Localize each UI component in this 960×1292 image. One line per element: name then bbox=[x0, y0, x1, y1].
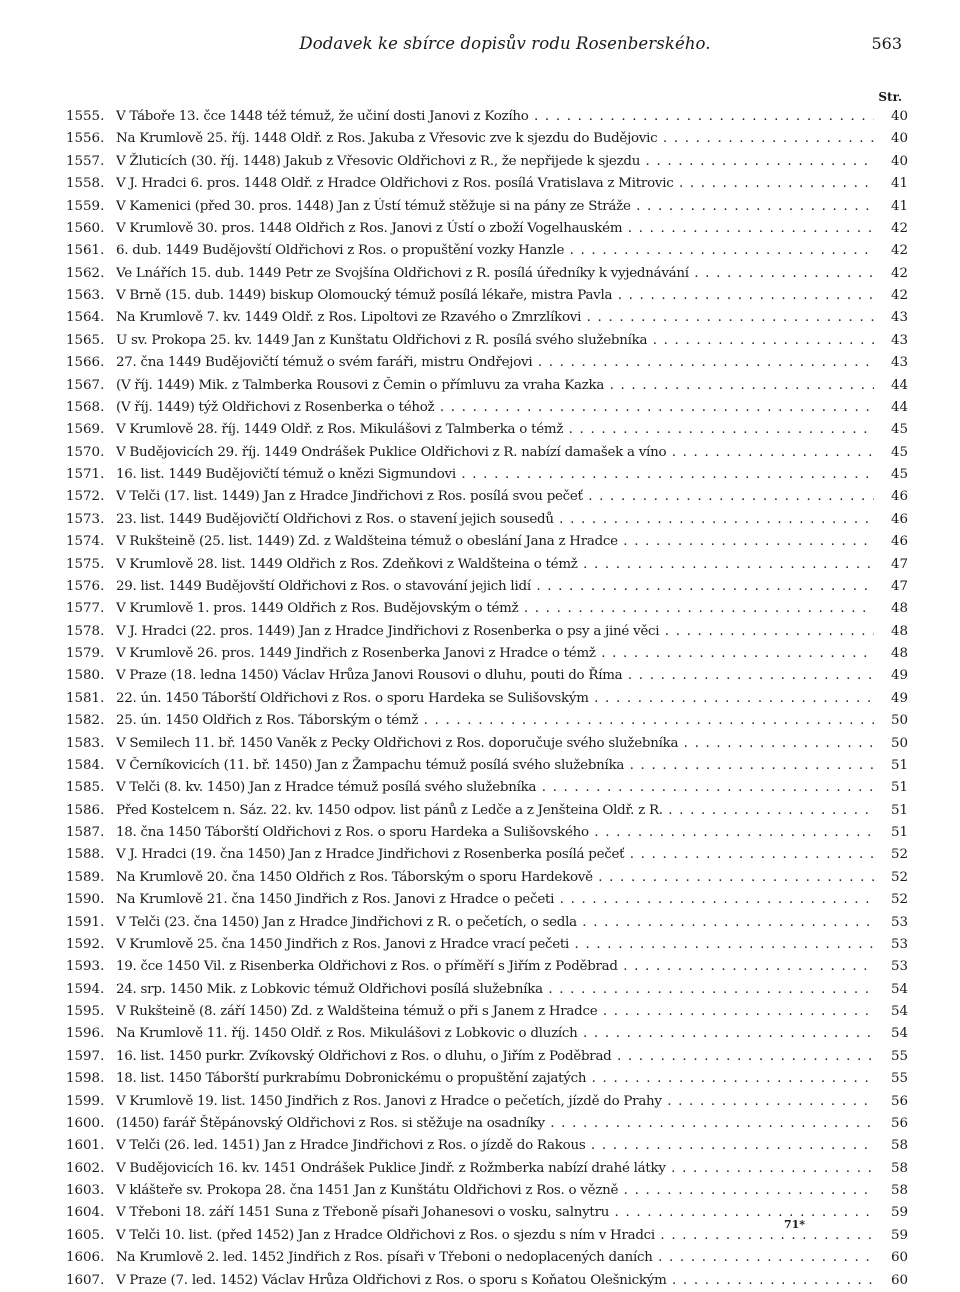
entry-description: Na Krumlově 25. říj. 1448 Oldř. z Ros. Jakuba z Vřesovic zve k sjezdu do Budějovic . . . bbox=[116, 128, 874, 150]
entry-number: 1556. bbox=[66, 131, 105, 147]
list-item bbox=[66, 956, 908, 978]
entry-description: V Telči (17. list. 1449) Jan z Hradce Jindřichovi z Ros. posílá svou pečeť . . . bbox=[116, 486, 874, 508]
entry-description: V Rukšteině (8. září 1450) Zd. z Waldšteina témuž o při s Janem z Hradce . . . bbox=[116, 1001, 874, 1023]
entry-number: 1603. bbox=[66, 1183, 105, 1198]
list-item bbox=[66, 419, 908, 441]
entry-page: 56 bbox=[890, 1093, 908, 1109]
entry-description: 23. list. 1449 Budějovičtí Oldřichovi z Ros. o stavení jejich sousedů . . . bbox=[116, 509, 874, 531]
entry-description: 25. ún. 1450 Oldřich z Ros. Táborským o témž . . . bbox=[116, 710, 874, 732]
entry-page: 54 bbox=[890, 1026, 908, 1042]
entry-number: 1577. bbox=[66, 601, 105, 617]
entry-number: 1568. bbox=[66, 399, 105, 415]
entry-number: 1579. bbox=[66, 646, 105, 661]
entry-description: V Praze (7. led. 1452) Václav Hrůza Oldřichovi z Ros. o sporu s Koňatou Olešnickým . . . bbox=[116, 1270, 874, 1292]
list-item bbox=[66, 800, 908, 822]
entry-number: 1592. bbox=[66, 936, 105, 952]
running-header bbox=[108, 34, 902, 58]
entry-page: 59 bbox=[890, 1205, 908, 1221]
entry-number: 1595. bbox=[66, 1004, 105, 1019]
entry-description: Ve Lnářích 15. dub. 1449 Petr ze Svojšína Oldřichovi z R. posílá úředníky k vyjednávání . . . bbox=[116, 263, 874, 285]
entry-number: 1586. bbox=[66, 802, 105, 818]
entry-description: Na Krumlově 11. říj. 1450 Oldř. z Ros. Mikulášovi z Lobkovic o dluzích . . . bbox=[116, 1023, 874, 1045]
list-item bbox=[66, 1113, 908, 1135]
list-item bbox=[66, 128, 908, 150]
entry-page: 42 bbox=[890, 288, 908, 303]
entry-page: 60 bbox=[890, 1272, 908, 1288]
page-column-label: Str. bbox=[878, 90, 902, 104]
entry-number: 1597. bbox=[66, 1048, 105, 1064]
entry-page: 55 bbox=[890, 1071, 908, 1087]
entry-page: 46 bbox=[890, 489, 908, 505]
entry-number: 1591. bbox=[66, 914, 105, 930]
entry-number: 1569. bbox=[66, 422, 105, 438]
entry-number: 1560. bbox=[66, 220, 105, 236]
list-item bbox=[66, 531, 908, 553]
entry-description: 18. čna 1450 Táborští Oldřichovi z Ros. o sporu Hardeka a Sulišovského . . . bbox=[116, 822, 874, 844]
entry-page: 56 bbox=[890, 1115, 908, 1131]
entry-description: Před Kostelcem n. Sáz. 22. kv. 1450 odpov. list pánů z Ledče a z Jenšteina Oldř. z R. . . . bbox=[116, 800, 874, 822]
entry-page: 50 bbox=[890, 713, 908, 729]
entry-page: 47 bbox=[890, 556, 908, 572]
entry-page: 45 bbox=[890, 467, 908, 482]
entry-page: 49 bbox=[890, 668, 908, 684]
entry-description: V Krumlově 28. list. 1449 Oldřich z Ros. Zdeňkovi z Waldšteina o témž . . . bbox=[116, 554, 874, 576]
entry-description: U sv. Prokopa 25. kv. 1449 Jan z Kunštatu Oldřichovi z R. posílá svého služebníka . . . bbox=[116, 330, 874, 352]
entry-description: V Krumlově 30. pros. 1448 Oldřich z Ros. Janovi z Ústí o zboží Vogelhauském . . . bbox=[116, 218, 874, 240]
entry-number: 1561. bbox=[66, 243, 105, 259]
entry-description: Na Krumlově 2. led. 1452 Jindřich z Ros. písaři v Třeboni o nedoplacených daních . . . bbox=[116, 1247, 874, 1269]
entry-number: 1581. bbox=[66, 690, 105, 706]
list-item bbox=[66, 509, 908, 531]
entry-description: 16. list. 1450 purkr. Zvíkovský Oldřichovi z Ros. o dluhu, o Jiřím z Poděbrad . . . bbox=[116, 1046, 874, 1068]
entry-number: 1575. bbox=[66, 556, 105, 572]
entry-number: 1582. bbox=[66, 713, 105, 729]
list-item bbox=[66, 688, 908, 710]
entry-number: 1562. bbox=[66, 265, 105, 281]
list-item bbox=[66, 1068, 908, 1090]
entry-number: 1584. bbox=[66, 757, 105, 773]
list-item bbox=[66, 173, 908, 195]
list-item bbox=[66, 733, 908, 755]
entry-page: 40 bbox=[890, 131, 908, 147]
entry-description: V Krumlově 26. pros. 1449 Jindřich z Rosenberka Janovi z Hradce o témž . . . bbox=[116, 643, 874, 665]
entry-description: (V říj. 1449) týž Oldřichovi z Rosenberka o téhož . . . bbox=[116, 397, 874, 419]
entry-page: 42 bbox=[890, 220, 908, 236]
entry-description: 22. ún. 1450 Táborští Oldřichovi z Ros. o sporu Hardeka se Sulišovským . . . bbox=[116, 688, 874, 710]
list-item bbox=[66, 1001, 908, 1023]
entry-description: Na Krumlově 21. čna 1450 Jindřich z Ros. Janovi z Hradce o pečeti . . . bbox=[116, 889, 874, 911]
entry-page: 53 bbox=[890, 959, 908, 975]
entry-description: V Krumlově 28. říj. 1449 Oldř. z Ros. Mikulášovi z Talmberka o témž . . . bbox=[116, 419, 874, 441]
entry-page: 53 bbox=[890, 936, 908, 952]
entry-description: V J. Hradci (19. čna 1450) Jan z Hradce Jindřichovi z Rosenberka posílá pečeť . . . bbox=[116, 844, 874, 866]
entry-description: V Telči (8. kv. 1450) Jan z Hradce témuž posílá svého služebníka . . . bbox=[116, 777, 874, 799]
entry-page: 54 bbox=[890, 1004, 908, 1019]
entry-page: 42 bbox=[890, 243, 908, 259]
entry-page: 60 bbox=[890, 1250, 908, 1266]
entry-page: 41 bbox=[890, 198, 908, 214]
entry-number: 1590. bbox=[66, 892, 105, 908]
entry-page: 52 bbox=[890, 847, 908, 863]
entry-page: 51 bbox=[890, 780, 908, 796]
list-item bbox=[66, 1202, 908, 1224]
list-item bbox=[66, 240, 908, 262]
entry-number: 1600. bbox=[66, 1115, 105, 1131]
entry-page: 40 bbox=[890, 109, 908, 124]
entry-page: 51 bbox=[890, 802, 908, 818]
list-item bbox=[66, 643, 908, 665]
entry-description: V Žluticích (30. říj. 1448) Jakub z Vřesovic Oldřichovi z R., že nepřijede k sjezdu . . . bbox=[116, 151, 874, 173]
list-item bbox=[66, 1023, 908, 1045]
entry-description: Na Krumlově 7. kv. 1449 Oldř. z Ros. Lipoltovi ze Rzavého o Zmrzlíkovi . . . bbox=[116, 307, 874, 329]
entry-page: 46 bbox=[890, 511, 908, 527]
entry-page: 55 bbox=[890, 1048, 908, 1064]
list-item bbox=[66, 889, 908, 911]
entry-number: 1607. bbox=[66, 1272, 105, 1288]
entry-description: V Kamenici (před 30. pros. 1448) Jan z Ústí témuž stěžuje si na pány ze Stráže . . . bbox=[116, 196, 874, 218]
list-item bbox=[66, 1225, 908, 1247]
page-number: 563 bbox=[871, 34, 902, 53]
list-item bbox=[66, 1135, 908, 1157]
entry-page: 44 bbox=[890, 377, 908, 393]
entry-number: 1604. bbox=[66, 1205, 105, 1221]
entry-description: 19. čce 1450 Vil. z Risenberka Oldřichovi z Ros. o příměří s Jiřím z Poděbrad . . . bbox=[116, 956, 874, 978]
entry-number: 1570. bbox=[66, 444, 105, 460]
list-item bbox=[66, 375, 908, 397]
entry-page: 59 bbox=[890, 1227, 908, 1243]
list-item bbox=[66, 285, 908, 307]
entry-description: V Krumlově 25. čna 1450 Jindřich z Ros. Janovi z Hradce vrací pečeti . . . bbox=[116, 934, 874, 956]
entry-page: 41 bbox=[890, 176, 908, 192]
entry-page: 48 bbox=[890, 646, 908, 661]
entry-page: 52 bbox=[890, 869, 908, 885]
entry-description: V Budějovicích 29. říj. 1449 Ondrášek Puklice Oldřichovi z R. nabízí damašek a víno . . . bbox=[116, 442, 874, 464]
entry-number: 1580. bbox=[66, 668, 105, 684]
list-item bbox=[66, 442, 908, 464]
list-item bbox=[66, 598, 908, 620]
list-item bbox=[66, 1270, 908, 1292]
entry-number: 1588. bbox=[66, 847, 105, 863]
entry-number: 1587. bbox=[66, 825, 105, 840]
entry-number: 1557. bbox=[66, 153, 105, 169]
entry-page: 45 bbox=[890, 422, 908, 438]
entry-number: 1571. bbox=[66, 467, 105, 482]
entry-number: 1589. bbox=[66, 869, 105, 885]
list-item bbox=[66, 755, 908, 777]
entry-number: 1593. bbox=[66, 959, 105, 975]
list-item bbox=[66, 486, 908, 508]
running-title: Dodavek ke sbírce dopisův rodu Rosenberského. bbox=[299, 34, 711, 53]
list-item bbox=[66, 710, 908, 732]
entry-description: (1450) farář Štěpánovský Oldřichovi z Ros. si stěžuje na osadníky . . . bbox=[116, 1113, 874, 1135]
entry-description: 6. dub. 1449 Budějovští Oldřichovi z Ros. o propuštění vozky Hanzle . . . bbox=[116, 240, 874, 262]
entry-description: V klášteře sv. Prokopa 28. čna 1451 Jan z Kunštátu Oldřichovi z Ros. o vězně . . . bbox=[116, 1180, 874, 1202]
entry-page: 40 bbox=[890, 153, 908, 169]
list-item bbox=[66, 867, 908, 889]
entry-number: 1574. bbox=[66, 534, 105, 550]
entry-page: 51 bbox=[890, 757, 908, 773]
entry-description: Na Krumlově 20. čna 1450 Oldřich z Ros. Táborským o sporu Hardekově . . . bbox=[116, 867, 874, 889]
entry-page: 48 bbox=[890, 623, 908, 639]
entry-page: 49 bbox=[890, 690, 908, 706]
entry-description: V Brně (15. dub. 1449) biskup Olomoucký témuž posílá lékaře, mistra Pavla . . . bbox=[116, 285, 874, 307]
entry-page: 58 bbox=[890, 1138, 908, 1154]
entry-number: 1598. bbox=[66, 1071, 105, 1087]
entry-description: V Krumlově 19. list. 1450 Jindřich z Ros. Janovi z Hradce o pečetích, jízdě do Prahy . . . bbox=[116, 1091, 874, 1113]
entry-page: 43 bbox=[890, 355, 908, 371]
list-item bbox=[66, 196, 908, 218]
list-item bbox=[66, 934, 908, 956]
entry-description: V Praze (18. ledna 1450) Václav Hrůza Janovi Rousovi o dluhu, pouti do Říma . . . bbox=[116, 665, 874, 687]
entry-description: V Telči (26. led. 1451) Jan z Hradce Jindřichovi z Ros. o jízdě do Rakous . . . bbox=[116, 1135, 874, 1157]
list-item bbox=[66, 307, 908, 329]
entry-page: 44 bbox=[890, 399, 908, 415]
list-item bbox=[66, 554, 908, 576]
entry-page: 54 bbox=[890, 981, 908, 997]
entry-description: V Rukšteině (25. list. 1449) Zd. z Waldšteina témuž o obeslání Jana z Hradce . . . bbox=[116, 531, 874, 553]
entry-number: 1606. bbox=[66, 1250, 105, 1266]
list-item bbox=[66, 1158, 908, 1180]
entry-description: 27. čna 1449 Budějovičtí témuž o svém faráři, mistru Ondřejovi . . . bbox=[116, 352, 874, 374]
entry-number: 1601. bbox=[66, 1138, 105, 1154]
entry-description: 18. list. 1450 Táborští purkrabímu Dobronickému o propuštění zajatých . . . bbox=[116, 1068, 874, 1090]
entry-number: 1559. bbox=[66, 198, 105, 214]
list-item bbox=[66, 464, 908, 486]
entry-number: 1596. bbox=[66, 1026, 105, 1042]
list-item bbox=[66, 1247, 908, 1269]
entry-page: 51 bbox=[890, 825, 908, 840]
list-item bbox=[66, 576, 908, 598]
entry-page: 42 bbox=[890, 265, 908, 281]
list-item bbox=[66, 218, 908, 240]
list-item bbox=[66, 1180, 908, 1202]
entry-number: 1583. bbox=[66, 735, 105, 751]
list-item bbox=[66, 397, 908, 419]
entry-number: 1605. bbox=[66, 1227, 105, 1243]
entry-number: 1563. bbox=[66, 288, 105, 303]
entry-number: 1567. bbox=[66, 377, 105, 393]
entry-number: 1573. bbox=[66, 511, 105, 527]
entry-description: (V říj. 1449) Mik. z Talmberka Rousovi z Čemin o přímluvu za vraha Kazka . . . bbox=[116, 375, 874, 397]
entry-description: 16. list. 1449 Budějovičtí témuž o knězi Sigmundovi . . . bbox=[116, 464, 874, 486]
entry-page: 58 bbox=[890, 1183, 908, 1198]
entry-description: V Černíkovicích (11. bř. 1450) Jan z Žampachu témuž posílá svého služebníka . . . bbox=[116, 755, 874, 777]
entry-page: 43 bbox=[890, 332, 908, 348]
entry-number: 1594. bbox=[66, 981, 105, 997]
entry-page: 53 bbox=[890, 914, 908, 930]
list-item bbox=[66, 151, 908, 173]
signature-mark: 71* bbox=[784, 1218, 806, 1231]
entry-description: V J. Hradci 6. pros. 1448 Oldř. z Hradce Oldřichovi z Ros. posílá Vratislava z Mitrovic . . . bbox=[116, 173, 874, 195]
entry-page: 47 bbox=[890, 578, 908, 594]
entry-description: V Třeboni 18. září 1451 Suna z Třeboně písaři Johanesovi o vosku, salnytru . . . bbox=[116, 1202, 874, 1224]
entry-number: 1602. bbox=[66, 1160, 105, 1176]
entry-number: 1555. bbox=[66, 109, 105, 124]
entry-number: 1585. bbox=[66, 780, 105, 796]
entry-number: 1558. bbox=[66, 176, 105, 192]
list-item bbox=[66, 621, 908, 643]
entry-page: 48 bbox=[890, 601, 908, 617]
entry-page: 52 bbox=[890, 892, 908, 908]
entry-description: V Semilech 11. bř. 1450 Vaněk z Pecky Oldřichovi z Ros. doporučuje svého služebníka . . . bbox=[116, 733, 874, 755]
entry-description: V Táboře 13. čce 1448 též témuž, že učiní dosti Janovi z Kozího . . . bbox=[116, 106, 874, 128]
list-item bbox=[66, 106, 908, 128]
entry-number: 1566. bbox=[66, 355, 105, 371]
entry-description: 29. list. 1449 Budějovští Oldřichovi z Ros. o stavování jejich lidí . . . bbox=[116, 576, 874, 598]
entry-description: 24. srp. 1450 Mik. z Lobkovic témuž Oldřichovi posílá služebníka . . . bbox=[116, 979, 874, 1001]
list-item bbox=[66, 352, 908, 374]
entry-number: 1572. bbox=[66, 489, 105, 505]
entry-page: 45 bbox=[890, 444, 908, 460]
entry-number: 1576. bbox=[66, 578, 105, 594]
entry-number: 1599. bbox=[66, 1093, 105, 1109]
list-item bbox=[66, 844, 908, 866]
entry-list bbox=[66, 106, 908, 1292]
entry-page: 58 bbox=[890, 1160, 908, 1176]
list-item bbox=[66, 665, 908, 687]
entry-description: V J. Hradci (22. pros. 1449) Jan z Hradce Jindřichovi z Rosenberka o psy a jiné věci . . . bbox=[116, 621, 874, 643]
entry-page: 50 bbox=[890, 735, 908, 751]
list-item bbox=[66, 979, 908, 1001]
entry-number: 1564. bbox=[66, 310, 105, 326]
entry-description: V Telči (23. čna 1450) Jan z Hradce Jindřichovi z R. o pečetích, o sedla . . . bbox=[116, 912, 874, 934]
entry-description: V Telči 10. list. (před 1452) Jan z Hradce Oldřichovi z Ros. o sjezdu s ním v Hradci . . . bbox=[116, 1225, 874, 1247]
entry-number: 1565. bbox=[66, 332, 105, 348]
list-item bbox=[66, 1046, 908, 1068]
list-item bbox=[66, 777, 908, 799]
entry-page: 46 bbox=[890, 534, 908, 550]
list-item bbox=[66, 263, 908, 285]
list-item bbox=[66, 330, 908, 352]
entry-description: V Budějovicích 16. kv. 1451 Ondrášek Puklice Jindř. z Rožmberka nabízí drahé látky . . . bbox=[116, 1158, 874, 1180]
entry-description: V Krumlově 1. pros. 1449 Oldřich z Ros. Budějovským o témž . . . bbox=[116, 598, 874, 620]
entry-page: 43 bbox=[890, 310, 908, 326]
list-item bbox=[66, 1091, 908, 1113]
entry-number: 1578. bbox=[66, 623, 105, 639]
list-item bbox=[66, 912, 908, 934]
list-item bbox=[66, 822, 908, 844]
